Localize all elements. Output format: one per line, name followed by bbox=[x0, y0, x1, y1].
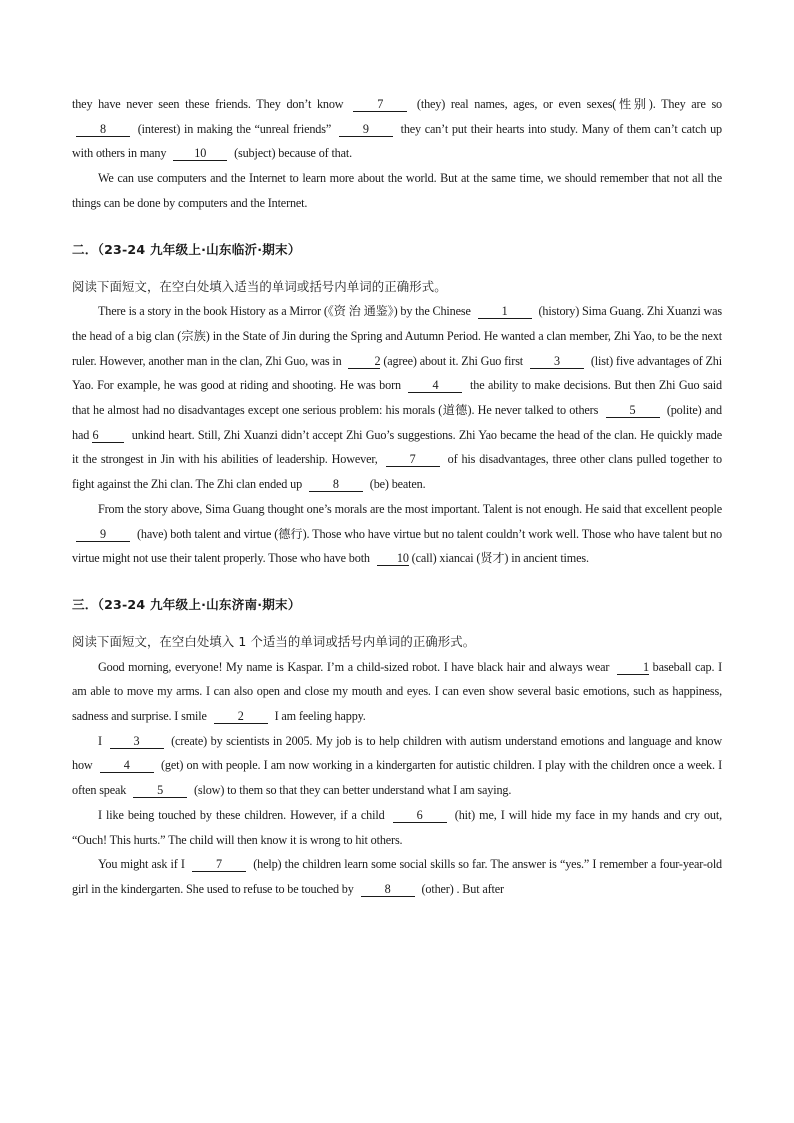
answer-blank-7[interactable]: 7 bbox=[386, 452, 440, 467]
section-instruction-2: 阅读下面短文，在空白处填入适当的单词或括号内单词的正确形式。 bbox=[72, 278, 447, 294]
answer-blank-8[interactable]: 8 bbox=[309, 477, 363, 492]
section-heading-2: 二．（23-24 九年级上·山东临沂·期末） bbox=[72, 241, 301, 257]
answer-blank-8[interactable]: 8 bbox=[76, 122, 130, 137]
answer-blank-4[interactable]: 4 bbox=[100, 758, 154, 773]
answer-blank-1[interactable]: 1 bbox=[617, 660, 649, 675]
passage-paragraph: they have never seen these friends. They don’t know 7 (they) real names, ages, or even sexes(性别). They are so 8 (interest) in making the “unreal friends” 9 they can’t put their hearts into study. Many of them can’t catch up with others in many 10 (subject) because of that. bbox=[72, 97, 723, 161]
answer-blank-3[interactable]: 3 bbox=[110, 734, 164, 749]
answer-blank-10[interactable]: 10 bbox=[173, 146, 227, 161]
passage-paragraph: You might ask if I 7 (help) the children learn some social skills so far. The answer is “yes.” I remember a four-year-old girl in the kindergarten. She used to refuse to be touched by 8 (other) . But after bbox=[72, 857, 722, 896]
passage-paragraph: Good morning, everyone! My name is Kaspar. I’m a child-sized robot. I have black hair and always wear 1 baseball cap. I am able to move my arms. I can also open and close my mouth and eyes. I can even show several basic emotions, such as happiness, sadness and surprise. I smile 2 I am feeling happy. bbox=[72, 659, 722, 724]
answer-blank-4[interactable]: 4 bbox=[408, 378, 462, 393]
answer-blank-1[interactable]: 1 bbox=[478, 304, 532, 319]
answer-blank-9[interactable]: 9 bbox=[76, 527, 130, 542]
answer-blank-2[interactable]: 2 bbox=[348, 354, 380, 369]
answer-blank-7[interactable]: 7 bbox=[353, 97, 407, 112]
answer-blank-9[interactable]: 9 bbox=[339, 122, 393, 137]
passage-paragraph: We can use computers and the Internet to learn more about the world. But at the same time, we should remember that not all the things can be done by computers and the Internet. bbox=[72, 171, 722, 210]
passage-paragraph: From the story above, Sima Guang thought one’s morals are the most important. Talent is not enough. He said that excellent people 9 (have) both talent and virtue (德行). Those who have virtue but no talent couldn’t work well. Those who have talent but no virtue might not use their talent properly. Those who have both 10 (call) xiancai (贤才) in ancient times. bbox=[72, 501, 722, 566]
passage-paragraph: I like being touched by these children. However, if a child 6 (hit) me, I will hide my face in my hands and cry out, “Ouch! This hurts.” The child will then know it is wrong to hit others. bbox=[72, 807, 722, 847]
passage-paragraph: I 3 (create) by scientists in 2005. My job is to help children with autism understand emotions and language and know how 4 (get) on with people. I am now working in a kindergarten for autistic children. I play with the children once a week. I often speak 5 (slow) to them so that they can better understand what I am saying. bbox=[72, 733, 722, 798]
document-content bbox=[72, 92, 722, 902]
passage-paragraph: There is a story in the book History as a Mirror (《资 治 通鉴》) by the Chinese 1 (history) Sima Guang. Zhi Xuanzi was the head of a big clan (宗族) in the State of Jin during the Spring and Autumn Period. He wanted a clan member, Zhi Yao, to be the next ruler. However, another man in the clan, Zhi Guo, was in 2 (agree) about it. Zhi Guo first 3 (list) five advantages of Zhi Yao. For example, he was good at riding and shooting. He was born 4 the ability to make decisions. But then Zhi Guo said that he almost had no disadvantages except one serious problem: his morals (道德). He never talked to others 5 (polite) and had 6 unkind heart. Still, Zhi Xuanzi didn’t accept Zhi Guo’s suggestions. Zhi Yao became the head of the clan. He quickly made it the strongest in Jin with his abilities of leadership. However, 7 of his disadvantages, three other clans pulled together to fight against the Zhi clan. The Zhi clan ended up 8 (be) beaten. bbox=[72, 304, 723, 492]
answer-blank-6[interactable]: 6 bbox=[393, 808, 447, 823]
answer-blank-10[interactable]: 10 bbox=[377, 551, 409, 566]
answer-blank-5[interactable]: 5 bbox=[606, 403, 660, 418]
answer-blank-2[interactable]: 2 bbox=[214, 709, 268, 724]
answer-blank-3[interactable]: 3 bbox=[530, 354, 584, 369]
answer-blank-7[interactable]: 7 bbox=[192, 857, 246, 872]
section-instruction-3: 阅读下面短文，在空白处填入 1 个适当的单词或括号内单词的正确形式。 bbox=[72, 633, 476, 649]
answer-blank-6[interactable]: 6 bbox=[92, 428, 124, 443]
answer-blank-5[interactable]: 5 bbox=[133, 783, 187, 798]
answer-blank-8[interactable]: 8 bbox=[361, 882, 415, 897]
section-heading-3: 三．（23-24 九年级上·山东济南·期末） bbox=[72, 596, 301, 612]
